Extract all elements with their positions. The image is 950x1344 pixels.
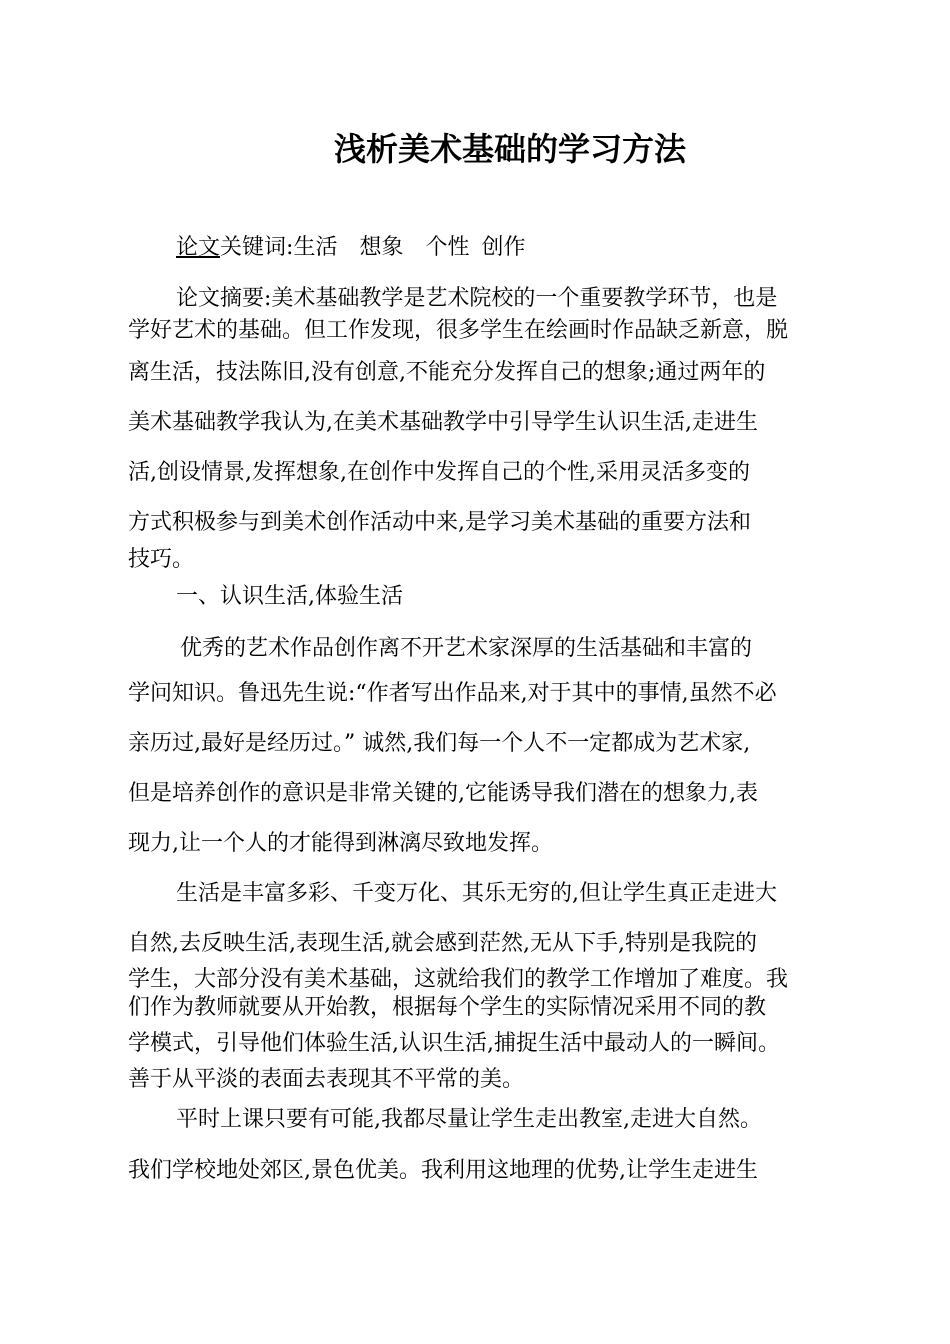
paragraph-line: 自然,去反映生活,表现生活,就会感到茫然,无从下手,特别是我院的 (128, 931, 757, 956)
abstract-line: 美术基础教学我认为,在美术基础教学中引导学生认识生活,走进生 (128, 410, 758, 435)
abstract-line: 学好艺术的基础。但工作发现，很多学生在绘画时作品缺乏新意，脱 (128, 318, 789, 343)
paragraph-line: 但是培养创作的意识是非常关键的,它能诱导我们潜在的想象力,表 (128, 781, 758, 806)
keyword-item: 生活 (293, 235, 338, 260)
paragraph-line: 我们学校地处郊区,景色优美。我利用这地理的优势,让学生走进生 (128, 1158, 758, 1183)
abstract-line: 方式积极参与到美术创作活动中来,是学习美术基础的重要方法和 (128, 510, 751, 535)
abstract-line: 活,创设情景,发挥想象,在创作中发挥自己的个性,采用灵活多变的 (128, 460, 750, 485)
keyword-item: 创作 (481, 235, 526, 260)
keywords-line (176, 231, 526, 265)
paragraph-line: 学模式，引导他们体验生活,认识生活,捕捉生活中最动人的一瞬间。 (128, 1031, 780, 1056)
abstract-line: 技巧。 (128, 547, 195, 572)
keyword-item: 个性 (425, 235, 470, 260)
paragraph-line: 现力,让一个人的才能得到淋漓尽致地发挥。 (128, 831, 553, 856)
paragraph-line: 学生，大部分没有美术基础，这就给我们的教学工作增加了难度。我 (128, 967, 789, 992)
paragraph-line: 亲历过,最好是经历过。” 诚然,我们每一个人不一定都成为艺术家, (128, 731, 751, 756)
keywords-label: 关键词: (220, 235, 294, 260)
paragraph-line: 学问知识。鲁迅先生说:“作者写出作品来,对于其中的事情,虽然不必 (128, 681, 777, 706)
paragraph-line: 平时上课只要有可能,我都尽量让学生走出教室,走进大自然。 (176, 1107, 762, 1132)
abstract-line: 离生活，技法陈旧,没有创意,不能充分发挥自己的想象;通过两年的 (128, 360, 766, 385)
section-heading: 一、认识生活,体验生活 (176, 584, 403, 609)
paragraph-line: 们作为教师就要从开始教，根据每个学生的实际情况采用不同的教 (128, 995, 767, 1020)
document-title: 浅析美术基础的学习方法 (333, 130, 686, 168)
abstract-line: 论文摘要:美术基础教学是艺术院校的一个重要教学环节，也是 (176, 286, 778, 311)
paragraph-line: 优秀的艺术作品创作离不开艺术家深厚的生活基础和丰富的 (180, 636, 753, 661)
paragraph-line: 生活是丰富多彩、千变万化、其乐无穷的,但让学生真正走进大 (176, 881, 777, 906)
keyword-item: 想象 (359, 235, 404, 260)
keywords-label-underlined: 论文 (176, 235, 221, 260)
paragraph-line: 善于从平淡的表面去表现其不平常的美。 (128, 1067, 525, 1092)
